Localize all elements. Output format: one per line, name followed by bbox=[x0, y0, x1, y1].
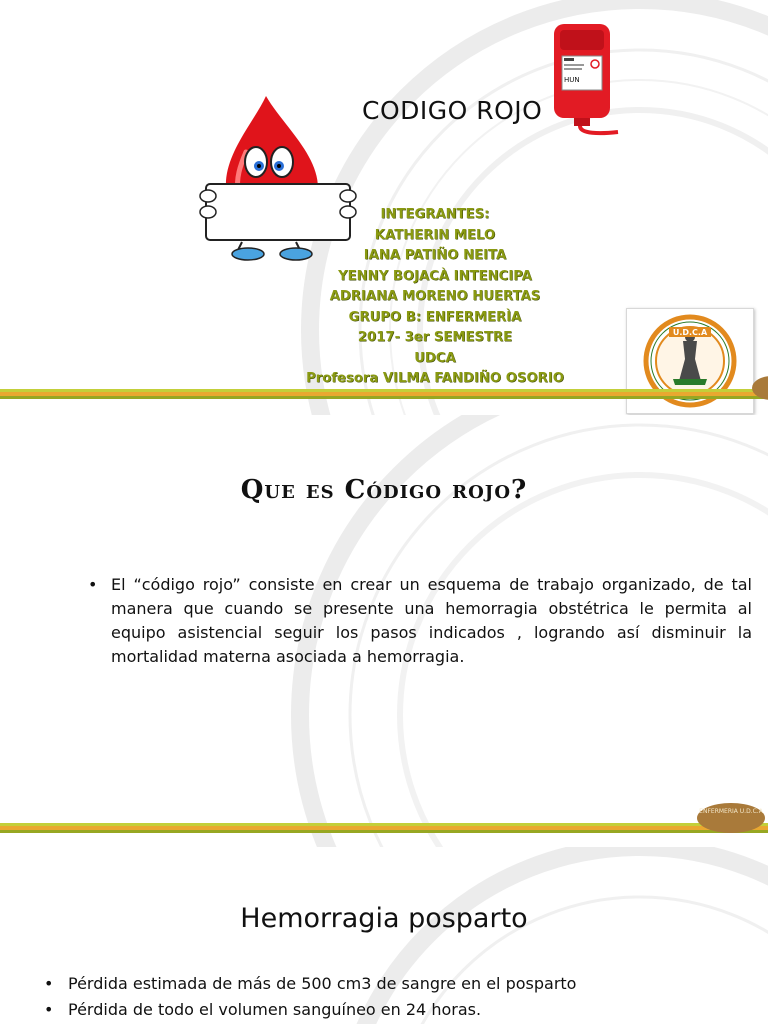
member-name: ADRIANA MORENO HUERTAS bbox=[329, 289, 541, 304]
member-name: KATHERIN MELO bbox=[374, 227, 496, 243]
slide-title-text: CODIGO ROJO bbox=[362, 96, 543, 125]
definition-text: El “código rojo” consiste en crear un esquema de trabajo organizado, de tal manera que cuando se presente una hemorragia obstétrica le permita al equipo asistencial seguir los pasos indicados , logrando así disminuir la mortalidad materna asociada a hemorragia. bbox=[111, 575, 752, 666]
members-list bbox=[260, 205, 610, 390]
definition-bullet bbox=[88, 573, 752, 669]
enfermeria-badge: ENFERMERIA U.D.C.A bbox=[697, 803, 765, 833]
hemorragia-list bbox=[44, 971, 576, 1023]
semester-info: 2017- 3er SEMESTRE bbox=[357, 330, 513, 345]
list-item: • Pérdida estimada de más de 500 cm3 de sangre en el posparto bbox=[44, 974, 577, 993]
professor-name: Profesora VILMA FANDIÑO OSORIO bbox=[306, 371, 564, 386]
blood-bag-label: HUN bbox=[564, 76, 580, 84]
members-heading: INTEGRANTES: bbox=[380, 207, 490, 222]
bullet-dot: • bbox=[88, 575, 98, 594]
slide-hemorragia bbox=[0, 847, 768, 1024]
list-item: • Pérdida de todo el volumen sanguíneo en 24 horas. bbox=[44, 1000, 482, 1019]
group-info: GRUPO B: ENFERMERÌA bbox=[348, 309, 522, 325]
university-name: UDCA bbox=[414, 350, 456, 366]
slide-title-text: Hemorragia posparto bbox=[240, 903, 528, 934]
blood-bag-icon bbox=[550, 22, 620, 137]
slide-title bbox=[0, 0, 768, 415]
slide-footer-bar bbox=[0, 823, 768, 833]
member-name: IANA PATIÑO NEITA bbox=[363, 248, 507, 263]
slide-definition bbox=[0, 415, 768, 847]
member-name: YENNY BOJACÀ INTENCIPA bbox=[338, 268, 532, 284]
slide-footer-bar bbox=[0, 389, 768, 399]
logo-text: U.D.C.A bbox=[672, 328, 708, 337]
slide-title-text: Que es Código rojo? bbox=[240, 475, 528, 505]
